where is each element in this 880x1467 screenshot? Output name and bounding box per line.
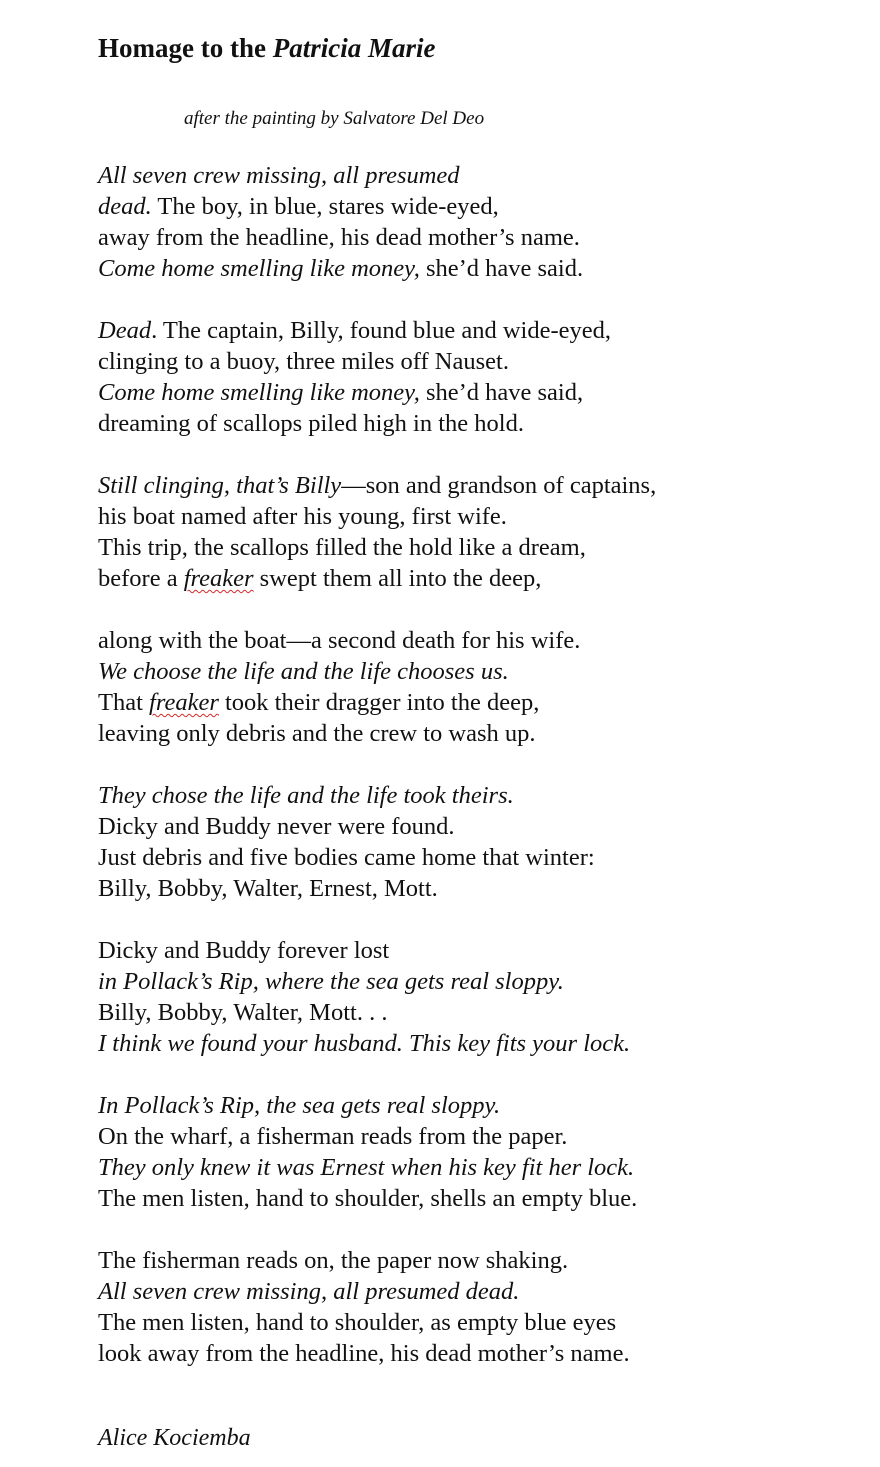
stanza-2 xyxy=(98,315,868,439)
title-plain: Homage to the xyxy=(98,33,273,63)
line-italic-text: We choose the life and the life chooses us. xyxy=(98,658,509,685)
poem-line xyxy=(98,470,868,501)
line-text: swept them all into the deep, xyxy=(253,565,542,592)
poem-line xyxy=(98,656,868,687)
poem-line xyxy=(98,1152,868,1183)
poem-line xyxy=(98,563,868,594)
line-italic-text: Come home smelling like money, xyxy=(98,255,420,282)
line-text: before a xyxy=(98,565,184,592)
epigraph: after the painting by Salvatore Del Deo xyxy=(184,108,485,129)
line-text: The men listen, hand to shoulder, as empty blue eyes xyxy=(98,1309,617,1336)
poem-line xyxy=(98,253,868,284)
spellcheck-flagged-word: freaker xyxy=(183,565,254,592)
poem-line xyxy=(98,191,868,222)
stanza-5 xyxy=(98,780,868,904)
poem-line xyxy=(98,1028,868,1059)
line-text: Billy, Bobby, Walter, Ernest, Mott. xyxy=(98,875,438,902)
spellcheck-flagged-word: freaker xyxy=(149,689,219,716)
poem-line xyxy=(98,1183,868,1214)
line-text: That xyxy=(98,689,150,716)
poem-line xyxy=(98,408,868,439)
line-text: Dicky and Buddy never were found. xyxy=(98,813,455,840)
stanza-3 xyxy=(98,470,868,594)
poem-line xyxy=(98,873,868,904)
poem-line xyxy=(98,1276,868,1307)
stanza-1 xyxy=(98,160,868,284)
line-text: The fisherman reads on, the paper now shaking. xyxy=(98,1247,569,1274)
line-italic-text: Dead xyxy=(98,317,152,344)
line-text: Just debris and five bodies came home that winter: xyxy=(98,844,595,871)
line-text: . The captain, Billy, found blue and wide-eyed, xyxy=(151,317,612,344)
line-italic-text: Come home smelling like money, xyxy=(98,379,420,406)
line-text: leaving only debris and the crew to wash up. xyxy=(98,720,536,747)
poem-line xyxy=(98,625,868,656)
poem-line xyxy=(98,222,868,253)
poem-line xyxy=(98,1245,868,1276)
line-italic-text: dead. xyxy=(98,193,152,220)
line-italic-text: In Pollack’s Rip, the sea gets real sloppy. xyxy=(98,1092,501,1119)
poem-body xyxy=(98,160,868,1400)
stanza-7 xyxy=(98,1090,868,1214)
poem-line xyxy=(98,315,868,346)
line-text: The men listen, hand to shoulder, shells an empty blue. xyxy=(98,1185,638,1212)
line-text: Dicky and Buddy forever lost xyxy=(98,937,390,964)
author-signature: Alice Kociemba xyxy=(98,1425,251,1451)
poem-line xyxy=(98,811,868,842)
stanza-8 xyxy=(98,1245,868,1369)
line-text: she’d have said. xyxy=(419,255,584,282)
line-text: clinging to a buoy, three miles off Nauset. xyxy=(98,348,509,375)
line-text: Billy, Bobby, Walter, Mott. . . xyxy=(98,999,388,1026)
poem-line xyxy=(98,532,868,563)
poem-line xyxy=(98,718,868,749)
line-text: dreaming of scallops piled high in the hold. xyxy=(98,410,524,437)
line-text: she’d have said, xyxy=(419,379,584,406)
poem-line xyxy=(98,997,868,1028)
poem-line xyxy=(98,1121,868,1152)
line-italic-text: All seven crew missing, all presumed xyxy=(98,162,460,189)
line-text: —son and grandson of captains, xyxy=(341,472,657,499)
line-italic-text: They only knew it was Ernest when his key fit her lock. xyxy=(98,1154,635,1181)
line-italic-text: Still clinging, that’s Billy xyxy=(98,472,342,499)
line-text: This trip, the scallops filled the hold like a dream, xyxy=(98,534,586,561)
poem-line xyxy=(98,1338,868,1369)
poem-line xyxy=(98,935,868,966)
poem-line xyxy=(98,780,868,811)
poem-line xyxy=(98,1307,868,1338)
poem-line xyxy=(98,501,868,532)
poem-title xyxy=(98,30,435,66)
poem-line xyxy=(98,1090,868,1121)
poem-line xyxy=(98,842,868,873)
poem-line xyxy=(98,687,868,718)
line-text: along with the boat—a second death for his wife. xyxy=(98,627,581,654)
line-text: his boat named after his young, first wife. xyxy=(98,503,507,530)
poem-line xyxy=(98,346,868,377)
line-text: took their dragger into the deep, xyxy=(218,689,540,716)
line-italic-text: All seven crew missing, all presumed dead. xyxy=(98,1278,520,1305)
stanza-6 xyxy=(98,935,868,1059)
line-text: look away from the headline, his dead mother’s name. xyxy=(98,1340,630,1367)
line-text: away from the headline, his dead mother’s name. xyxy=(98,224,580,251)
title-boat-name: Patricia Marie xyxy=(272,33,436,63)
line-italic-text: in Pollack’s Rip, where the sea gets real sloppy. xyxy=(98,968,564,995)
line-text: The boy, in blue, stares wide-eyed, xyxy=(151,193,499,220)
line-italic-text: They chose the life and the life took theirs. xyxy=(98,782,514,809)
poem-line xyxy=(98,377,868,408)
line-text: On the wharf, a fisherman reads from the paper. xyxy=(98,1123,568,1150)
poem-line xyxy=(98,966,868,997)
stanza-4 xyxy=(98,625,868,749)
poem-line xyxy=(98,160,868,191)
line-italic-text: I think we found your husband. This key fits your lock. xyxy=(98,1030,631,1057)
